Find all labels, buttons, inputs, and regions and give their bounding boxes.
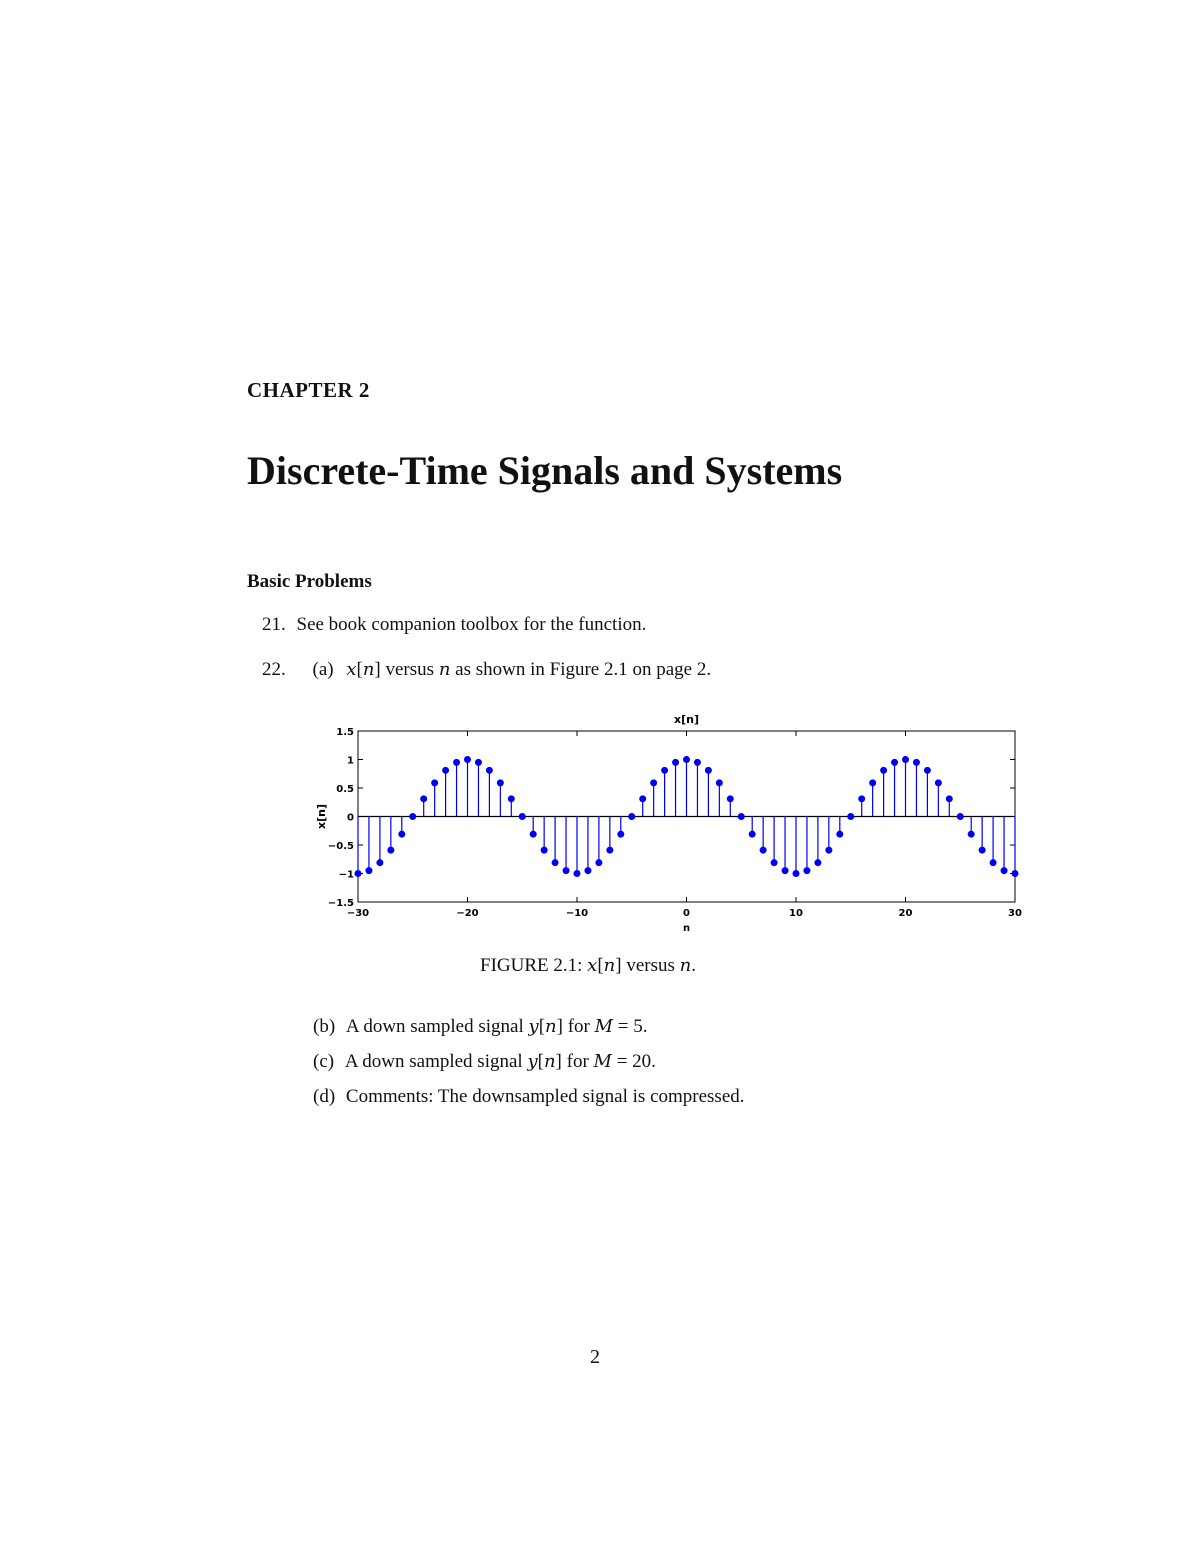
math-symbol: M [593,1051,612,1072]
chart-svg [300,700,1030,940]
part-text: = 5. [613,1016,648,1037]
stem-marker [1012,871,1018,877]
math-symbol: n [603,955,616,976]
stem-marker [497,780,503,786]
part-label: (a) [312,659,334,680]
math-bracket: [ [356,659,363,680]
stem-marker [508,796,514,802]
x-tick-label: −10 [565,908,589,919]
y-tick-label: −1 [338,869,354,881]
part-text: for [561,1051,594,1072]
stem-marker [618,831,624,837]
part-text: A down sampled signal [345,1016,529,1037]
stem-marker [848,814,854,820]
stem-marker [771,860,777,866]
x-tick-label: 30 [1008,908,1022,919]
part-label: (d) [313,1086,336,1107]
stem-marker [640,796,646,802]
stem-marker [957,814,963,820]
stem-marker [1001,868,1007,874]
math-symbol: n [545,1016,557,1037]
stem-marker [377,860,383,866]
stem-marker [881,767,887,773]
stem-marker [607,847,613,853]
caption-text: versus [621,955,680,976]
figure-caption: FIGURE 2.1: x[n] versus n. [480,955,696,976]
stem-marker [574,871,580,877]
part-text: = 20. [611,1051,656,1072]
x-tick-label: 0 [683,908,690,919]
problem-text: See book companion toolbox for the function. [296,614,647,635]
page-number: 2 [590,1346,600,1368]
stem-marker [979,847,985,853]
stem-marker [530,831,536,837]
chart-title: x[n] [674,713,699,726]
part-label: (b) [313,1016,336,1037]
math-symbol: M [594,1016,614,1037]
stem-marker [716,780,722,786]
stem-marker [563,868,569,874]
math-symbol: y [528,1016,539,1037]
stem-chart [300,700,1030,940]
caption-text: . [691,955,696,976]
stem-marker [421,796,427,802]
part-b: (b) A down sampled signal y[n] for M = 5. [313,1016,648,1037]
stem-marker [793,871,799,877]
stem-marker [673,759,679,765]
stem-marker [760,847,766,853]
stem-marker [662,767,668,773]
chapter-title: Discrete-Time Signals and Systems [247,448,843,493]
y-tick-label: −0.5 [327,841,354,852]
stem-marker [465,757,471,763]
stem-marker [454,759,460,765]
problem-22 [262,659,711,681]
stem-marker [727,796,733,802]
math-symbol: n [679,955,692,976]
stem-marker [694,759,700,765]
problem-text: as shown in Figure 2.1 on page 2. [450,659,712,680]
x-axis-label: n [682,923,691,934]
stem-marker [519,814,525,820]
stem-marker [651,780,657,786]
stem-marker [486,767,492,773]
stem-marker [399,831,405,837]
y-tick-label: 0 [347,812,354,824]
part-text: A down sampled signal [344,1051,528,1072]
x-tick-label: −20 [456,908,479,919]
part-label: (c) [313,1051,335,1072]
stem-marker [913,759,919,765]
stem-marker [903,757,909,763]
stem-marker [432,780,438,786]
math-symbol: n [438,659,451,680]
math-symbol: x [587,955,598,976]
part-d [313,1086,745,1108]
math-symbol: y [527,1051,538,1072]
stem-marker [585,868,591,874]
stem-marker [924,767,930,773]
problem-21 [262,614,646,636]
chapter-label: CHAPTER 2 [247,378,370,402]
y-tick-label: 0.5 [336,784,354,795]
x-tick-label: 20 [898,908,913,919]
stem-marker [935,780,941,786]
y-axis-label: x[n] [315,804,328,829]
stem-marker [859,796,865,802]
stem-marker [552,860,558,866]
stem-marker [738,814,744,820]
math-bracket: ] [374,659,381,680]
x-tick-label: −30 [346,908,370,919]
part-text: for [562,1016,595,1037]
problem-text: versus [380,659,439,680]
stem-marker [870,780,876,786]
y-tick-label: −1.5 [327,898,354,909]
stem-marker [355,871,361,877]
stem-marker [443,767,449,773]
stem-marker [366,868,372,874]
stem-marker [596,860,602,866]
caption-prefix: FIGURE 2.1: [480,955,588,976]
stem-marker [804,868,810,874]
stem-marker [410,814,416,820]
problem-number: 21. [262,614,286,635]
section-heading: Basic Problems [247,571,372,592]
stem-marker [892,759,898,765]
x-tick-label: 10 [789,908,803,919]
math-symbol: x [346,659,357,680]
stem-marker [475,759,481,765]
stem-marker [782,868,788,874]
math-symbol: n [362,659,375,680]
stem-marker [946,796,952,802]
stem-marker [990,860,996,866]
y-tick-label: 1.5 [336,727,354,738]
stem-marker [388,847,394,853]
stem-marker [968,831,974,837]
part-c: (c) A down sampled signal y[n] for M = 20. [313,1051,656,1072]
stem-marker [837,831,843,837]
stem-marker [541,847,547,853]
stem-marker [684,757,690,763]
stem-marker [705,767,711,773]
stem-marker [826,847,832,853]
stem-marker [815,860,821,866]
problem-number: 22. [262,659,286,680]
math-symbol: n [543,1051,556,1072]
stem-marker [629,814,635,820]
part-text: Comments: The downsampled signal is compressed. [345,1086,745,1107]
y-tick-label: 1 [347,755,354,767]
stem-marker [749,831,755,837]
